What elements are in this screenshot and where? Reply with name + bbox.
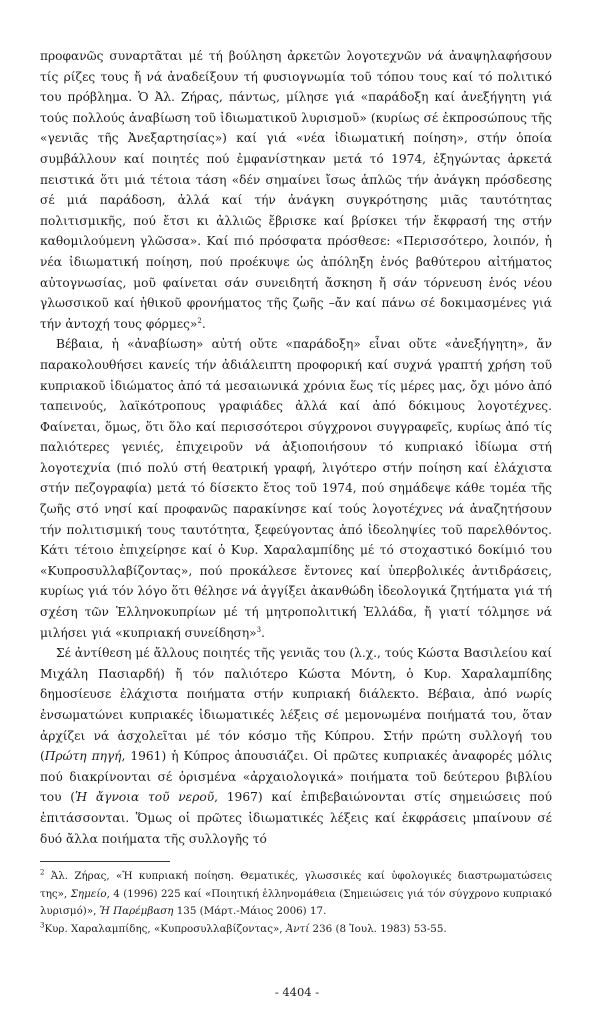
footnote-number: 2 [40,868,45,877]
paragraph-text: , 1967) καί ἐπιβεβαιώνονται στίς σημειώσεις πού ἐπιτάσσονται. Ὅμως οἱ πρῶτες ἰδιωματικές λέξεις καί ἐκφράσεις μπαίνουν σέ δυό ἄλλα ποιήματα τῆς συλλογῆς τό [40,790,552,846]
footnotes [40,868,552,938]
footnote-separator [40,861,170,862]
paragraph-text: Βέβαια, ἡ «ἀναβίωση» αὐτή οὔτε «παράδοξη» εἶναι οὔτε «ἀνεξήγητη», ἄν παρακολουθήσει κανείς τήν ἀδιάλειπτη προφορική καί συχνά γραπτή χρήση τοῦ κυπριακοῦ ἰδιώματος ἀπό τά μεσαιωνικά χρόνια ἕως τίς μέρες μας, ὄχι μόνο ἀπό ταπεινούς, λαϊκότροπους γραφιάδες ἀλλά καί ἀπό δόκιμους λογοτέχνες. Φαίνεται, ὅμως, ὅτι ὅλο καί περισσότεροι σύγχρονοι συγγραφεῖς, κυρίως ἀπό τίς παλιότερες γενιές, ἐπιχειροῦν νά ἀξιοποιήσουν τό κυπριακό ἰδίωμα στή λογοτεχνία (πιό πολύ στή θεατρική γραφή, λιγότερο στήν ποίηση καί ἐλάχιστα στήν πεζογραφία) μετά τό δίσεκτο ἔτος τοῦ 1974, πού σημάδεψε κάθε τομέα τῆς ζωῆς στό νησί καί προφανῶς παρακίνησε καί τούς λογοτέχνες νά ἀναζητήσουν τήν πολιτισμική τους ταυτότητα, ξεφεύγοντας ἀπό ἰδεοληψίες τοῦ παρελθόντος. Κάτι τέτοιο ἐπιχείρησε καί ὁ Κυρ. Χαραλαμπίδης μέ τό στοχαστικό δοκίμιό του «Κυπροσυλλαβίζοντας», πού προκάλεσε ἔντονες καί ὑπερβολικές ἀντιδράσεις, κυρίως γιά τόν λόγο ὅτι θέλησε νά ἀγγίξει ἀκανθώδη ἰδεολογικά ζητήματα γιά τή σχέση τῶν Ἑλληνοκυπρίων μέ τή μητροπολιτική Ἑλλάδα, ἤ γιατί τόλμησε νά μιλήσει γιά «κυπριακή συνείδηση» [40,337,552,640]
page-content [40,46,552,938]
footnote-number: 3 [40,921,45,930]
paragraph-text: , 1961) ἡ Κύπρος ἀπουσιάζει. Οἱ πρῶτες κυπριακές ἀναφορές μόλις πού διακρίνονται σέ ὁρισμένα «ἀρχαιολογικά» ποιήματα τοῦ δεύτερου βιβλίου του ( [40,749,552,805]
footnote-text: Ἀλ. Ζήρας, «Ἡ κυπριακή ποίηση. Θεματικές, γλωσσικές καί ὑφολογικές διαστρωματώσεις της», [40,870,552,900]
paragraph-text: Σέ ἀντίθεση μέ ἄλλους ποιητές τῆς γενιᾶς του (λ.χ., τούς Κώστα Βασιλείου καί Μιχάλη Πασιαρδή) ἤ τόν παλιότερο Κώστα Μόντη, ὁ Κυρ. Χαραλαμπίδης δημοσίευσε ἐλάχιστα ποιήματα στήν κυπριακή διάλεκτο. Βέβαια, ἀπό νωρίς ἐνσωματώνει κυπριακές ἰδιωματικές λέξεις σέ μεμονωμένα ποιήματά του, ὅταν ἀρχίζει νά ἀσχολεῖται μέ τόν κόσμο τῆς Κύπρου. Στήν πρώτη συλλογή του ( [40,646,552,764]
journal-title: Ἀντί [285,922,310,935]
page-number: - 4404 - [274,985,320,999]
paragraph: Βέβαια, ἡ «ἀναβίωση» αὐτή οὔτε «παράδοξη» εἶναι οὔτε «ἀνεξήγητη», ἄν παρακολουθήσει κανείς τήν ἀδιάλειπτη προφορική καί συχνά γραπτή χρήση τοῦ κυπριακοῦ ἰδιώματος ἀπό τά μεσαιωνικά χρόνια ἕως τίς μέρες μας, ὄχι μόνο ἀπό ταπεινούς, λαϊκότροπους γραφιάδες ἀλλά καί ἀπό δόκιμους λογοτέχνες. Φαίνεται, ὅμως, ὅτι ὅλο καί περισσότεροι σύγχρονοι συγγραφεῖς, κυρίως ἀπό τίς παλιότερες γενιές, ἐπιχειροῦν νά ἀξιοποιήσουν τό κυπριακό ἰδίωμα στή λογοτεχνία (πιό πολύ στή θεατρική γραφή, λιγότερο στήν ποίηση καί ἐλάχιστα στήν πεζογραφία) μετά τό δίσεκτο ἔτος τοῦ 1974, πού σημάδεψε κάθε τομέα τῆς ζωῆς στό νησί καί προφανῶς παρακίνησε καί τούς λογοτέχνες νά ἀναζητήσουν τήν πολιτισμική τους ταυτότητα, ξεφεύγοντας ἀπό ἰδεοληψίες τοῦ παρελθόντος. Κάτι τέτοιο ἐπιχείρησε καί ὁ Κυρ. Χαραλαμπίδης μέ τό στοχαστικό δοκίμιό του «Κυπροσυλλαβίζοντας», πού προκάλεσε ἔντονες καί ὑπερβολικές ἀντιδράσεις, κυρίως γιά τόν λόγο ὅτι θέλησε νά ἀγγίξει ἀκανθώδη ἰδεολογικά ζητήματα γιά τή σχέση τῶν Ἑλληνοκυπρίων μέ τή μητροπολιτική Ἑλλάδα, ἤ γιατί τόλμησε νά μιλήσει γιά «κυπριακή συνείδηση»$^3$. [40,337,552,640]
paragraph-text: προφανῶς συναρτᾶται μέ τή βούληση ἀρκετῶν λογοτεχνῶν νά ἀναψηλαφήσουν τίς ρίζες τους ἤ νά ἀναδείξουν τή φυσιογνωμία τοῦ τόπου τους καί τό πολιτικό του πρόβλημα. Ὁ Ἀλ. Ζήρας, πάντως, μίλησε γιά «παράδοξη καί ἀνεξήγητη γιά τούς πολλούς ἀναβίωση τοῦ ἰδιωματικοῦ λυρισμοῦ» (κυρίως σέ ἐκπροσώπους τῆς «γενιᾶς τῆς Ἀνεξαρτησίας») καί γιά «νέα ἰδιωματική ποίηση», στήν ὁποία συμβάλλουν καί ποιητές πού ἐμφανίστηκαν μετά τό 1974, ἐξηγώντας ἀρκετά πειστικά ὅτι μιά τέτοια τάση «δέν σημαίνει ἴσως ἁπλῶς τήν ἀνάγκη πρόσδεσης σέ μιά παράδοση, ἀλλά καί τήν ἀνάγκη συγκρότησης μιᾶς ταυτότητας πολιτισμικῆς, πού ἔτσι κι ἀλλιῶς ἔβρισκε καί βρίσκει τήν ἔκφρασή της στήν καθομιλούμενη γλῶσσα». Καί πιό πρόσφατα πρόσθεσε: «Περισσότερο, λοιπόν, ἡ νέα ἰδιωματική ποίηση, πού προέκυψε ὡς ἀπόληξη ἑνός βαθύτερου αἰτήματος αὐτογνωσίας, μοῦ φαίνεται σάν συνειδητή ἄσκηση ἤ σάν τόρνευση ἑνός νέου γλωσσικοῦ καί ἠθικοῦ φρονήματος τῆς ζωῆς –ἄν καί πάνω σέ δοκιμασμένες γιά τήν ἀντοχή τους φόρμες» [40,49,552,331]
footnote-mark: 2 [197,316,202,325]
footnote-text: 135 (Μάρτ.-Μάιος 2006) 17. [173,905,327,918]
footnote [40,921,552,939]
footnote [40,868,552,921]
footnote-mark: 3 [256,625,262,634]
paragraph: προφανῶς συναρτᾶται μέ τή βούληση ἀρκετῶν λογοτεχνῶν νά ἀναψηλαφήσουν τίς ρίζες τους ἤ νά ἀναδείξουν τή φυσιογνωμία τοῦ τόπου τους καί τό πολιτικό του πρόβλημα. Ὁ Ἀλ. Ζήρας, πάντως, μίλησε γιά «παράδοξη καί ἀνεξήγητη γιά τούς πολλούς ἀναβίωση τοῦ ἰδιωματικοῦ λυρισμοῦ» (κυρίως σέ ἐκπροσώπους τῆς «γενιᾶς τῆς Ἀνεξαρτησίας») καί γιά «νέα ἰδιωματική ποίηση», στήν ὁποία συμβάλλουν καί ποιητές πού ἐμφανίστηκαν μετά τό 1974, ἐξηγώντας ἀρκετά πειστικά ὅτι μιά τέτοια τάση «δέν σημαίνει ἴσως ἁπλῶς τήν ἀνάγκη πρόσδεσης σέ μιά παράδοση, ἀλλά καί τήν ἀνάγκη συγκρότησης μιᾶς ταυτότητας πολιτισμικῆς, πού ἔτσι κι ἀλλιῶς ἔβρισκε καί βρίσκει τήν ἔκφρασή της στήν καθομιλούμενη γλῶσσα». Καί πιό πρόσφατα πρόσθεσε: «Περισσότερο, λοιπόν, ἡ νέα ἰδιωματική ποίηση, πού προέκυψε ὡς ἀπόληξη ἑνός βαθύτερου αἰτήματος αὐτογνωσίας, μοῦ φαίνεται σάν συνειδητή ἄσκηση ἤ σάν τόρνευση ἑνός νέου γλωσσικοῦ καί ἠθικοῦ φρονήματος τῆς ζωῆς –ἄν καί πάνω σέ δοκιμασμένες γιά τήν ἀντοχή τους φόρμες»$^2$. [40,49,552,331]
paragraph [40,643,552,849]
journal-title: Σημείο [70,887,107,900]
book-title: Ἡ ἄγνοια τοῦ νεροῦ [75,790,215,805]
footnote-text: 236 (8 Ἰουλ. 1983) 53-55. [309,922,447,935]
journal-title: Ἡ Παρέμβαση [99,905,174,918]
book-title: Πρώτη πηγή [44,749,122,764]
footnote-text: Κυρ. Χαραλαμπίδης, «Κυπροσυλλαβίζοντας», [44,922,286,935]
footnote-text: , 4 (1996) 225 καί «Ποιητική ἑλληνομάθεια (Σημειώσεις γιά τόν σύγχρονο κυπριακό λυρισμό)», [40,887,552,918]
main-text [40,46,552,849]
